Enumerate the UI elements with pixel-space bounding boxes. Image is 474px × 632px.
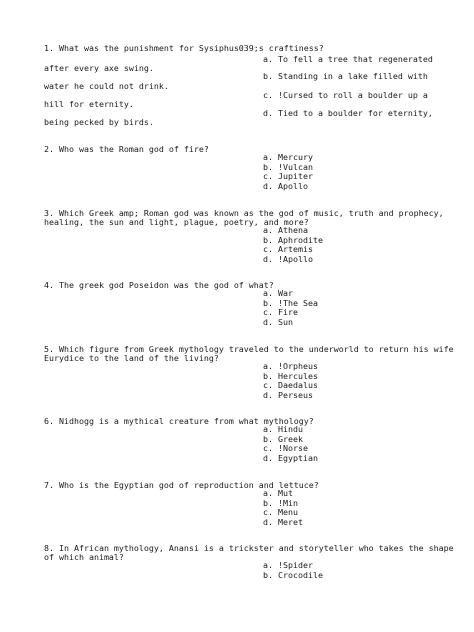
question-7-text: 7. Who is the Egyptian god of reproduction and lettuce? (44, 480, 319, 490)
question-7-option-d: d. Meret (263, 516, 303, 527)
question-5-text: 5. Which figure from Greek mythology traveled to the underworld to return his wife (44, 344, 454, 354)
question-5-option-d: d. Perseus (263, 389, 313, 400)
question-1-option-d-cont: being pecked by birds. (44, 117, 154, 127)
question-8-option-a: a. !Spider (263, 560, 313, 570)
question-3-text: 3. Which Greek amp; Roman god was known as the god of music, truth and prophecy, (44, 208, 444, 218)
question-4-options (263, 289, 318, 327)
question-7-options (263, 489, 303, 527)
question-5-option-b: b. Hercules (263, 370, 318, 381)
question-3-option-d: d. !Apollo (263, 253, 313, 264)
question-1-option-c: c. !Cursed to roll a boulder up a (263, 90, 428, 100)
question-5-option-a: a. !Orpheus (263, 361, 318, 371)
question-6-option-a: a. Hindu (263, 424, 303, 434)
question-4-option-c: c. Fire (263, 307, 298, 318)
question-2-option-c: c. Jupiter (263, 171, 313, 182)
question-1-option-d: d. Tied to a boulder for eternity, (263, 108, 433, 118)
question-8-text-cont: of which animal? (44, 552, 124, 562)
question-8-text: 8. In African mythology, Anansi is a trickster and storyteller who takes the shape (44, 543, 454, 553)
question-2-option-b: b. !Vulcan (263, 161, 313, 172)
question-2-options (263, 153, 313, 191)
question-1-option-b-cont: water he could not drink. (44, 81, 169, 91)
question-3-text-cont: healing, the sun and light, plague, poetry, and more? (44, 217, 309, 227)
question-2-option-a: a. Mercury (263, 152, 313, 162)
question-6-options (263, 425, 318, 463)
question-4-option-d: d. Sun (263, 316, 293, 327)
question-7-option-c: c. Menu (263, 507, 298, 518)
question-6-option-d: d. Egyptian (263, 452, 318, 463)
question-1-option-a-cont: after every axe swing. (44, 63, 154, 73)
question-3-options (263, 226, 323, 264)
question-2-text: 2. Who was the Roman god of fire? (44, 144, 209, 154)
question-3-option-a: a. Athena (263, 225, 308, 235)
question-1-option-a: a. To fell a tree that regenerated (263, 54, 433, 64)
question-1-text: 1. What was the punishment for Sysiphus039;s craftiness? (44, 43, 324, 53)
question-1-option-b: b. Standing in a lake filled with (263, 71, 428, 81)
question-7-option-b: b. !Min (263, 497, 298, 508)
question-6-option-c: c. !Norse (263, 443, 308, 454)
question-2-option-d: d. Apollo (263, 180, 308, 191)
question-1-option-c-cont: hill for eternity. (44, 99, 134, 109)
question-3-option-c: c. Artemis (263, 244, 313, 255)
question-5-options (263, 362, 318, 400)
question-3-option-b: b. Aphrodite (263, 234, 323, 245)
question-4-option-a: a. War (263, 288, 293, 298)
question-4-text: 4. The greek god Poseidon was the god of what? (44, 280, 274, 290)
question-7-option-a: a. Mut (263, 488, 293, 498)
question-5-text-cont: Eurydice to the land of the living? (44, 353, 219, 363)
question-6-option-b: b. Greek (263, 433, 303, 444)
question-5-option-c: c. Daedalus (263, 380, 318, 391)
question-8-option-b: b. Crocodile (263, 569, 323, 580)
question-6-text: 6. Nidhogg is a mythical creature from what mythology? (44, 416, 314, 426)
question-8-options (263, 561, 323, 580)
question-4-option-b: b. !The Sea (263, 297, 318, 308)
